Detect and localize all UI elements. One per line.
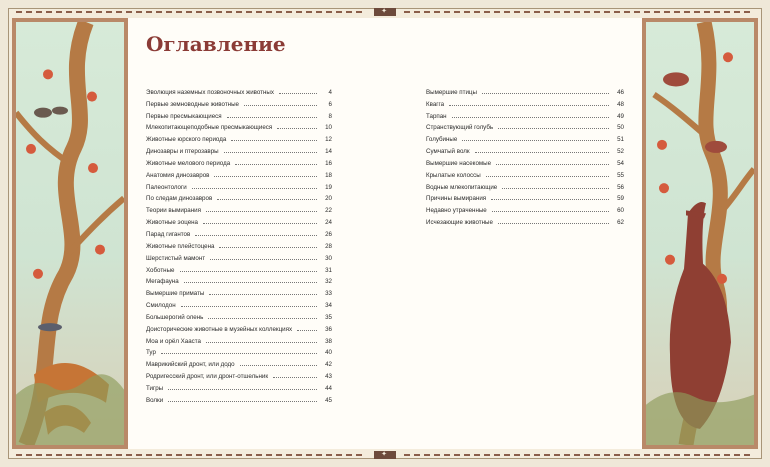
toc-entry[interactable] <box>146 380 332 392</box>
toc-page-number: 28 <box>325 242 332 250</box>
toc-entry-title: Первые пресмыкающиеся <box>146 112 222 120</box>
toc-entry-title: Млекопитающеподобные пресмыкающиеся <box>146 124 273 132</box>
ornament-center-icon: ✦ <box>374 8 396 16</box>
toc-entry[interactable] <box>146 321 332 333</box>
toc-page-number: 33 <box>325 290 332 298</box>
toc-entry[interactable] <box>146 250 332 262</box>
toc-entry[interactable] <box>426 191 624 203</box>
toc-entry[interactable] <box>146 108 332 120</box>
dot-leader <box>227 117 317 118</box>
toc-entry[interactable] <box>426 131 624 143</box>
toc-entry-title: Причины вымирания <box>426 195 487 203</box>
dot-leader <box>203 223 317 224</box>
dot-leader <box>486 176 609 177</box>
dot-leader <box>184 282 317 283</box>
dot-leader <box>297 330 317 331</box>
toc-entry[interactable] <box>146 202 332 214</box>
toc-entry-title: Парад гигантов <box>146 230 191 238</box>
dot-leader <box>244 105 317 106</box>
toc-entry[interactable] <box>146 238 332 250</box>
toc-page-number: 55 <box>617 171 624 179</box>
toc-entry-title: Крылатые колоссы <box>426 171 481 179</box>
toc-entry[interactable] <box>426 155 624 167</box>
dot-leader <box>452 117 609 118</box>
toc-entry-title: Водные млекопитающие <box>426 183 498 191</box>
toc-page-number: 38 <box>325 337 332 345</box>
dot-leader <box>210 259 317 260</box>
dot-leader <box>279 93 317 94</box>
toc-entry-title: Шерстистый мамонт <box>146 254 206 262</box>
toc-entry[interactable] <box>146 392 332 404</box>
ornament-center-icon: ✦ <box>374 451 396 459</box>
dot-leader <box>168 401 317 402</box>
toc-page-number: 44 <box>325 384 332 392</box>
dot-leader <box>224 152 317 153</box>
toc-entry[interactable] <box>146 131 332 143</box>
left-illustration-panel <box>12 18 128 449</box>
toc-page-number: 26 <box>325 230 332 238</box>
dot-leader <box>192 188 317 189</box>
page-title: Оглавление <box>146 32 286 56</box>
toc-entry-title: Теории вымирания <box>146 207 201 215</box>
toc-page-number: 50 <box>617 124 624 132</box>
toc-entry-title: Квагга <box>426 100 445 108</box>
toc-entry[interactable] <box>426 84 624 96</box>
toc-entry-title: Анатомия динозавров <box>146 171 210 179</box>
toc-page-number: 18 <box>325 171 332 179</box>
dot-leader <box>217 199 317 200</box>
border-pattern-right <box>404 454 754 456</box>
toc-entry[interactable] <box>426 202 624 214</box>
dot-leader <box>496 164 609 165</box>
tree-moa-illustration <box>646 22 754 445</box>
toc-entry[interactable] <box>146 285 332 297</box>
toc-entry-title: Вымершие птицы <box>426 88 477 96</box>
toc-page-number: 40 <box>325 349 332 357</box>
toc-entry[interactable] <box>146 368 332 380</box>
right-illustration-panel <box>642 18 758 449</box>
top-ornamental-border <box>8 6 762 18</box>
tree-birds-illustration <box>16 22 124 445</box>
toc-entry-title: Тарпан <box>426 112 447 120</box>
dot-leader <box>181 306 317 307</box>
toc-entry-title: Голубиные <box>426 136 458 144</box>
dot-leader <box>231 140 317 141</box>
toc-entry[interactable] <box>146 214 332 226</box>
toc-entry[interactable] <box>146 356 332 368</box>
toc-page-number: 14 <box>325 148 332 156</box>
toc-page-number: 49 <box>617 112 624 120</box>
toc-entry[interactable] <box>146 179 332 191</box>
toc-page-number: 51 <box>617 136 624 144</box>
dot-leader <box>475 152 609 153</box>
toc-page-number: 52 <box>617 148 624 156</box>
toc-entry-title: Динозавры и птерозавры <box>146 148 219 156</box>
toc-entry-title: Палеонтологи <box>146 183 187 191</box>
toc-page-number: 31 <box>325 266 332 274</box>
toc-entry-title: Вымершие приматы <box>146 290 205 298</box>
dot-leader <box>235 164 317 165</box>
toc-page-number: 46 <box>617 88 624 96</box>
dot-leader <box>482 93 609 94</box>
toc-entry-title: Странствующий голубь <box>426 124 494 132</box>
toc-entry[interactable] <box>426 167 624 179</box>
toc-page-number: 48 <box>617 100 624 108</box>
toc-entry-title: Сумчатый волк <box>426 148 470 156</box>
toc-entry-title: Первые земноводные животные <box>146 100 239 108</box>
toc-page-number: 45 <box>325 396 332 404</box>
toc-page-number: 16 <box>325 159 332 167</box>
toc-entry-title: Исчезающие животные <box>426 219 493 227</box>
toc-right-column <box>426 84 624 226</box>
toc-entry-title: Большерогий олень <box>146 313 204 321</box>
toc-entry-title: Тур <box>146 349 156 357</box>
toc-entry-title: Вымершие насекомые <box>426 159 492 167</box>
toc-page-number: 24 <box>325 219 332 227</box>
dot-leader <box>214 176 317 177</box>
toc-entry[interactable] <box>426 96 624 108</box>
toc-entry-title: Эволюция наземных позвоночных животных <box>146 88 274 96</box>
toc-entry-title: Доисторические животные в музейных коллекциях <box>146 325 293 333</box>
toc-entry[interactable] <box>146 274 332 286</box>
dot-leader <box>195 235 317 236</box>
dot-leader <box>492 211 609 212</box>
toc-entry[interactable] <box>426 179 624 191</box>
toc-page-number: 36 <box>325 325 332 333</box>
toc-entry[interactable] <box>146 297 332 309</box>
dot-leader <box>449 105 609 106</box>
toc-entry-title: Хоботные <box>146 266 175 274</box>
toc-entry-title: Волки <box>146 396 164 404</box>
toc-entry[interactable] <box>146 167 332 179</box>
toc-entry[interactable] <box>146 333 332 345</box>
dot-leader <box>209 294 317 295</box>
toc-page-number: 19 <box>325 183 332 191</box>
toc-page-number: 8 <box>328 112 332 120</box>
dot-leader <box>498 128 609 129</box>
border-pattern-right <box>404 11 754 13</box>
dot-leader <box>208 318 317 319</box>
toc-entry[interactable] <box>146 262 332 274</box>
toc-page-number: 6 <box>328 100 332 108</box>
table-of-contents-page <box>128 18 642 449</box>
dot-leader <box>219 247 317 248</box>
bottom-ornamental-border <box>8 449 762 461</box>
dot-leader <box>462 140 609 141</box>
toc-page-number: 59 <box>617 195 624 203</box>
dot-leader <box>206 211 317 212</box>
toc-entry[interactable] <box>426 214 624 226</box>
toc-entry[interactable] <box>146 96 332 108</box>
toc-entry-title: Маврикийский дронт, или додо <box>146 361 235 369</box>
toc-entry[interactable] <box>146 226 332 238</box>
toc-entry-title: Недавно утраченные <box>426 207 487 215</box>
toc-page-number: 22 <box>325 207 332 215</box>
toc-page-number: 30 <box>325 254 332 262</box>
dot-leader <box>180 271 318 272</box>
toc-page-number: 60 <box>617 207 624 215</box>
dot-leader <box>240 365 317 366</box>
toc-entry-title: Тигры <box>146 384 164 392</box>
toc-page-number: 34 <box>325 302 332 310</box>
dot-leader <box>273 377 317 378</box>
toc-page-number: 35 <box>325 313 332 321</box>
toc-page-number: 20 <box>325 195 332 203</box>
toc-entry[interactable] <box>146 345 332 357</box>
dot-leader <box>168 389 317 390</box>
toc-entry[interactable] <box>146 120 332 132</box>
toc-page-number: 54 <box>617 159 624 167</box>
dot-leader <box>277 128 317 129</box>
dot-leader <box>161 353 317 354</box>
toc-page-number: 43 <box>325 373 332 381</box>
toc-page-number: 4 <box>328 88 332 96</box>
border-pattern-left <box>16 11 366 13</box>
dot-leader <box>491 199 609 200</box>
toc-page-number: 10 <box>325 124 332 132</box>
toc-entry-title: Моа и орёл Хааста <box>146 337 201 345</box>
toc-left-column <box>146 84 332 404</box>
toc-entry-title: Животные плейстоцена <box>146 242 215 250</box>
toc-entry-title: Животные эоцена <box>146 219 198 227</box>
toc-entry-title: Животные мелового периода <box>146 159 231 167</box>
toc-entry-title: Мегафауна <box>146 278 179 286</box>
toc-entry[interactable] <box>426 108 624 120</box>
toc-page-number: 32 <box>325 278 332 286</box>
toc-entry[interactable] <box>426 120 624 132</box>
border-pattern-left <box>16 454 366 456</box>
toc-entry-title: По следам динозавров <box>146 195 213 203</box>
toc-entry[interactable] <box>146 309 332 321</box>
toc-entry-title: Родригесский дронт, или дронт-отшельник <box>146 373 269 381</box>
toc-entry-title: Животные юрского периода <box>146 136 227 144</box>
toc-page-number: 56 <box>617 183 624 191</box>
toc-page-number: 12 <box>325 136 332 144</box>
dot-leader <box>206 342 317 343</box>
dot-leader <box>502 188 609 189</box>
toc-entry[interactable] <box>146 84 332 96</box>
toc-entry[interactable] <box>426 143 624 155</box>
toc-entry[interactable] <box>146 143 332 155</box>
toc-page-number: 42 <box>325 361 332 369</box>
toc-entry-title: Смилодон <box>146 302 176 310</box>
toc-entry[interactable] <box>146 191 332 203</box>
toc-entry[interactable] <box>146 155 332 167</box>
toc-page-number: 62 <box>617 219 624 227</box>
dot-leader <box>498 223 609 224</box>
